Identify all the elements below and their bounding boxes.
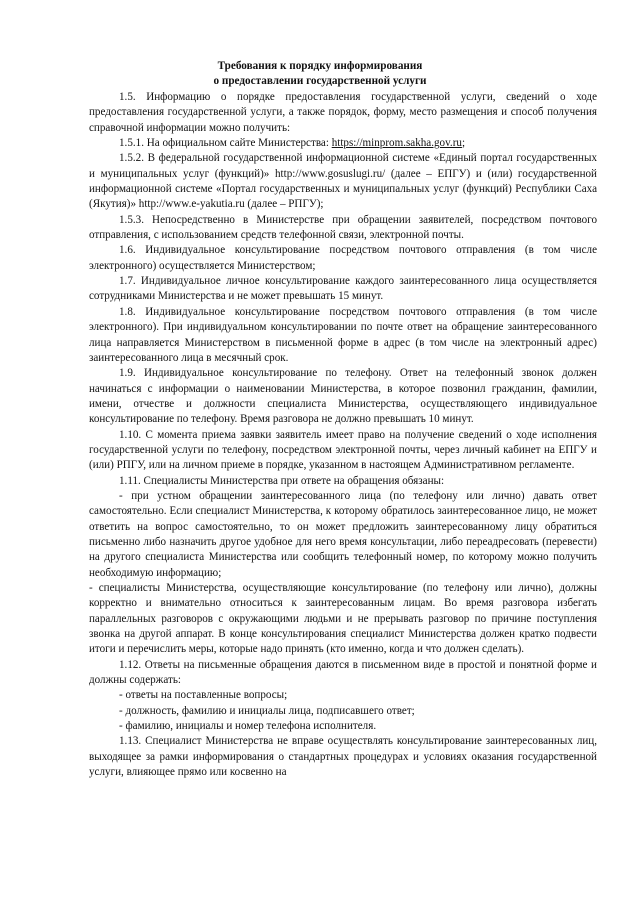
paragraph-1-5-3: 1.5.3. Непосредственно в Министерстве при обращении заявителей, посредством почтового отправления, с использованием средств телефонной связи, электронной почты. <box>89 213 597 242</box>
paragraph-1-6: 1.6. Индивидуальное консультирование посредством почтового отправления (в том числе электронного) осуществляется Министерством; <box>89 244 597 272</box>
paragraph-1-11: 1.11. Специалисты Министерства при ответе на обращения обязаны: <box>119 474 445 487</box>
paragraph-1-5-1 <box>89 136 597 151</box>
list-item-executor: - фамилию, инициалы и номер телефона исполнителя. <box>119 720 377 733</box>
list-item-oral-request: - при устном обращении заинтересованного лица (по телефону или лично) давать ответ самостоятельно. Если специалист Министерства, к которому обратилось заинтересованное лицо, не может ответить на вопрос самостоятельно, то он может предложить заинтересованному лицу обратиться письменно либо назначить другое удобное для него время консультации, либо переадресовать (перевести) на другого специалиста Министерства или сообщить телефонный номер, по которому можно получить необходимую информацию; <box>89 489 597 579</box>
paragraph-1-5-1-suffix: ; <box>461 137 466 150</box>
paragraph-1-5-2: 1.5.2. В федеральной государственной информационной системе «Единый портал государственных и муниципальных услуг (функций)» http://www.gosuslugi.ru/ (далее – ЕПГУ) и (или) государственной информационной системе «Портал государственных и муниципальных услуг (функций) Республики Саха (Якутия)» http://www.e-yakutia.ru (далее – РПГУ); <box>89 152 597 211</box>
paragraph-1-8: 1.8. Индивидуальное консультирование посредством почтового отправления (в том числе электронного). При индивидуальном консультировании по почте ответ на обращение заинтересованного лица направляется Министерством в письменной форме в адрес (в том числе на электронный адрес) заинтересованного лица в месячный срок. <box>89 305 597 364</box>
document-title-line-1: Требования к порядку информирования <box>217 60 423 72</box>
paragraph-1-5-1-text: 1.5.1. На официальном сайте Министерства: <box>119 137 332 150</box>
ministry-website-link[interactable]: https://minprom.sakha.gov.ru <box>331 137 462 150</box>
list-item-phone-conduct: - специалисты Министерства, осуществляющие консультирование (по телефону или лично), должны корректно и внимательно относиться к заинтересованным лицам. Во время разговора избегать параллельных разговоров с окружающими людьми и не прерывать разговор по причине поступления звонка на другой аппарат. В конце консультирования специалист Министерства должен кратко подвести итоги и перечислить меры, которые надо принять (кто именно, когда и что должен сделать). <box>89 582 597 656</box>
document-body <box>89 90 597 780</box>
list-item-signer: - должность, фамилию и инициалы лица, подписавшего ответ; <box>119 704 415 717</box>
paragraph-1-5: 1.5. Информацию о порядке предоставления государственной услуги, сведений о ходе предоставления государственной услуги, а также порядок, форму, место размещения и способ получения справочной информации можно получить: <box>89 91 597 134</box>
paragraph-1-13: 1.13. Специалист Министерства не вправе осуществлять консультирование заинтересованных лиц, выходящее за рамки информирования о стандартных процедурах и условиях оказания государственной услуги, влияющее прямо или косвенно на <box>89 735 597 779</box>
document-title-line-2: о предоставлении государственной услуги <box>213 75 427 87</box>
paragraph-1-9: 1.9. Индивидуальное консультирование по телефону. Ответ на телефонный звонок должен начинаться с информации о наименовании Министерства, в которое позвонил гражданин, фамилии, имени, отчестве и должности специалиста Министерства, осуществляющего индивидуальное консультирование по телефону. Время разговора не должно превышать 10 минут. <box>89 367 597 426</box>
paragraph-1-7: 1.7. Индивидуальное личное консультирование каждого заинтересованного лица осуществляется сотрудниками Министерства и не может превышать 15 минут. <box>89 275 597 303</box>
paragraph-1-12: 1.12. Ответы на письменные обращения даются в письменном виде в простой и понятной форме и должны содержать: <box>89 658 597 687</box>
paragraph-1-10: 1.10. С момента приема заявки заявитель имеет право на получение сведений о ходе исполнения государственной услуги по телефону, посредством электронной почты, через личный кабинет на ЕПГУ и (или) РПГУ, или на личном приеме в порядке, указанном в настоящем Административном регламенте. <box>89 428 597 472</box>
list-item-answers: - ответы на поставленные вопросы; <box>119 689 288 702</box>
